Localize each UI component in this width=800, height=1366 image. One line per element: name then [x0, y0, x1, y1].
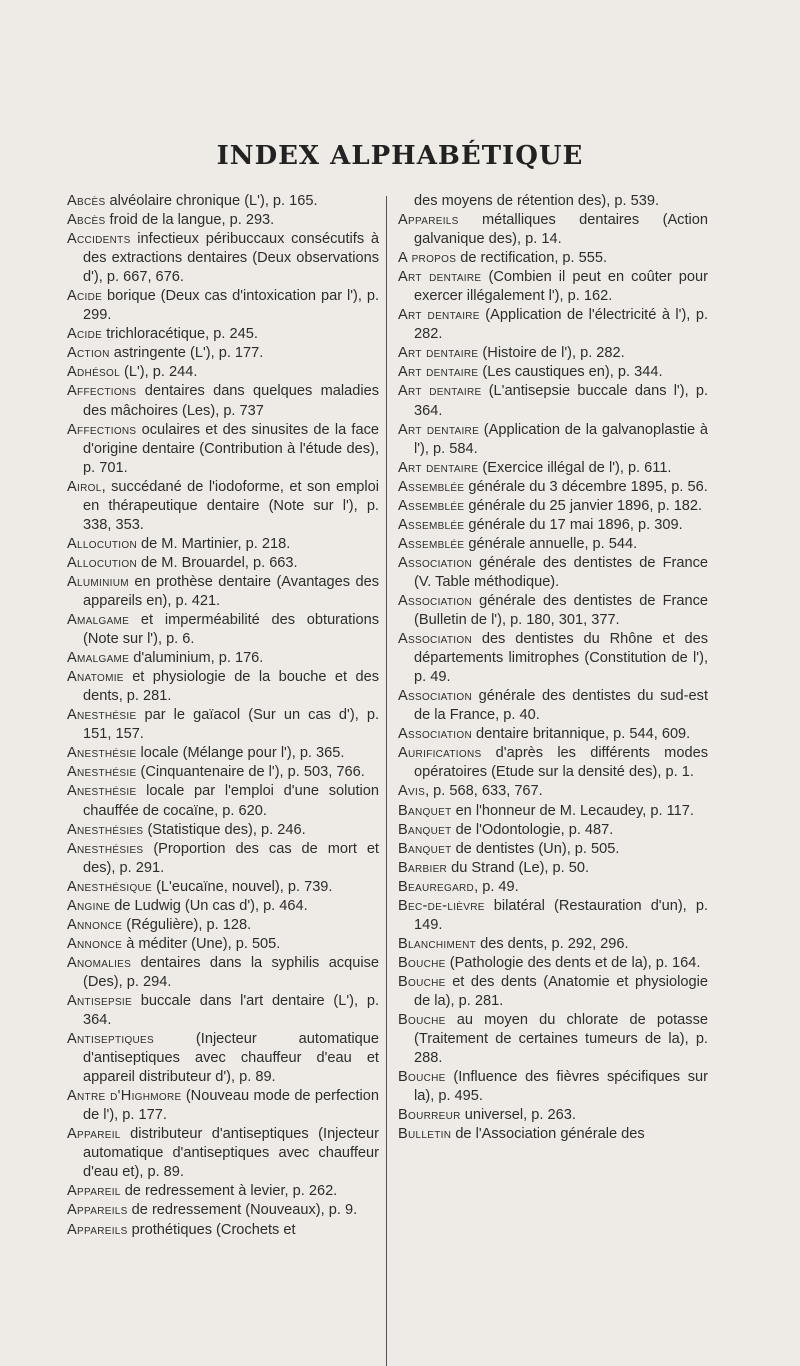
- index-entry: [398, 459, 708, 478]
- entry-text: prothétiques (Crochets et: [127, 1221, 296, 1238]
- index-entry: [398, 344, 708, 363]
- entry-heading: Banquet: [398, 802, 452, 819]
- entry-heading: Abcès: [67, 212, 106, 229]
- index-entry: [398, 592, 708, 630]
- entry-heading: Affections: [67, 383, 137, 400]
- entry-heading: Accidents: [67, 231, 131, 248]
- index-entry: [67, 535, 379, 554]
- index-entry: [398, 973, 708, 1011]
- index-entry: [398, 249, 708, 268]
- index-entry: [398, 192, 708, 211]
- index-entry: [67, 1125, 379, 1182]
- entry-text: métalliques dentaires (Action galvanique des), p. 14.: [414, 212, 708, 248]
- entry-text: de rectification, p. 555.: [456, 250, 608, 267]
- entry-text: de dentistes (Un), p. 505.: [451, 840, 620, 857]
- column-divider: [386, 196, 387, 1366]
- entry-text: des dentistes du Rhône et des départements limitrophes (Constitution de l'), p. 49.: [414, 631, 708, 686]
- entry-text: , succédané de l'iodoforme, et son emploi en thérapeutique dentaire (Note sur l'), p. 338, 353.: [83, 478, 379, 533]
- entry-text: d'après les différents modes opératoires (Etude sur la densité des), p. 1.: [414, 745, 708, 781]
- index-entry: [398, 268, 708, 306]
- left-column: [67, 192, 379, 1240]
- entry-text: (Nouveau mode de perfection de l'), p. 177.: [83, 1088, 380, 1124]
- entry-text: d'aluminium, p. 176.: [129, 650, 264, 667]
- entry-text: (Pathologie des dents et de la), p. 164.: [445, 954, 701, 971]
- index-entry: [398, 878, 708, 897]
- index-entry: [67, 211, 379, 230]
- entry-text: (Application de la galvanoplastie à l'), p. 584.: [414, 421, 708, 457]
- entry-heading: Allocution: [67, 554, 137, 571]
- index-entry: [67, 1182, 379, 1201]
- entry-heading: Association: [398, 631, 472, 648]
- index-entry: [398, 744, 708, 782]
- index-entry: [67, 763, 379, 782]
- entry-text: astringente (L'), p. 177.: [109, 345, 264, 362]
- index-entry: [67, 878, 379, 897]
- right-column: [398, 192, 708, 1144]
- entry-text: dentaire britannique, p. 544, 609.: [471, 726, 691, 743]
- entry-text: en l'honneur de M. Lecaudey, p. 117.: [451, 802, 694, 819]
- index-entry: [67, 573, 379, 611]
- entry-heading: Bouche: [398, 1012, 446, 1029]
- entry-heading: Art dentaire: [398, 383, 482, 400]
- index-entry: [67, 611, 379, 649]
- index-entry: [398, 478, 708, 497]
- index-entry: [67, 1030, 379, 1087]
- entry-text: (Histoire de l'), p. 282.: [478, 345, 625, 362]
- entry-heading: Banquet: [398, 821, 452, 838]
- entry-heading: Anesthésique: [67, 878, 153, 895]
- entry-heading: Acide: [67, 326, 103, 343]
- entry-text: et physiologie de la bouche et des dents, p. 281.: [83, 669, 379, 705]
- entry-heading: Anesthésie: [67, 783, 137, 800]
- index-entry: [67, 649, 379, 668]
- index-entry: [67, 916, 379, 935]
- entry-heading: Anomalies: [67, 954, 132, 971]
- entry-heading: Art dentaire: [398, 459, 479, 476]
- index-entry: [67, 821, 379, 840]
- entry-heading: Amalgame: [67, 650, 130, 667]
- entry-text: de redressement (Nouveaux), p. 9.: [127, 1202, 358, 1219]
- entry-text: locale par l'emploi d'une solution chauffée de cocaïne, p. 620.: [83, 783, 379, 819]
- entry-heading: Antiseptiques: [67, 1031, 154, 1048]
- index-entry: [67, 1201, 379, 1220]
- entry-heading: Adhésol: [67, 364, 120, 381]
- entry-text: de Ludwig (Un cas d'), p. 464.: [110, 897, 308, 914]
- index-entry: [398, 363, 708, 382]
- entry-heading: Banquet: [398, 840, 452, 857]
- entry-heading: Art dentaire: [398, 345, 479, 362]
- entry-text: dentaires dans quelques maladies des mâchoires (Les), p. 737: [83, 383, 379, 419]
- entry-heading: Art dentaire: [398, 364, 479, 381]
- index-entry: [398, 687, 708, 725]
- entry-text: de l'Association générale des: [451, 1126, 645, 1143]
- entry-text: (Influence des fièvres spécifiques sur la), p. 495.: [414, 1069, 708, 1105]
- entry-text: et des dents (Anatomie et physiologie de la), p. 281.: [414, 973, 708, 1009]
- entry-text: et imperméabilité des obturations (Note sur l'), p. 6.: [83, 612, 379, 648]
- entry-text: (Statistique des), p. 246.: [143, 821, 306, 838]
- index-entry: [67, 421, 379, 478]
- entry-heading: Association: [398, 688, 472, 705]
- entry-heading: Anesthésies: [67, 840, 144, 857]
- entry-heading: Appareils: [67, 1221, 128, 1238]
- entry-heading: Amalgame: [67, 612, 130, 629]
- index-entry: [67, 992, 379, 1030]
- index-entry: [67, 192, 379, 211]
- entry-text: (L'), p. 244.: [119, 364, 198, 381]
- index-entry: [67, 325, 379, 344]
- index-entry: [67, 344, 379, 363]
- index-entry: [398, 554, 708, 592]
- entry-heading: Antre d'Highmore: [67, 1088, 182, 1105]
- entry-heading: Beauregard: [398, 878, 475, 895]
- entry-text: générale du 25 janvier 1896, p. 182.: [464, 497, 703, 514]
- index-entry: [67, 668, 379, 706]
- entry-text: trichloracétique, p. 245.: [102, 326, 258, 343]
- index-entry: [398, 516, 708, 535]
- entry-heading: Acide: [67, 288, 103, 305]
- index-entry: [398, 1106, 708, 1125]
- entry-text: froid de la langue, p. 293.: [105, 212, 275, 229]
- entry-heading: Appareils: [67, 1202, 128, 1219]
- entry-heading: Bulletin: [398, 1126, 452, 1143]
- entry-heading: Anesthésies: [67, 821, 144, 838]
- entry-heading: Bouche: [398, 973, 446, 990]
- entry-text: par le gaïacol (Sur un cas d'), p. 151, 157.: [83, 707, 379, 743]
- index-entry: [67, 382, 379, 420]
- index-entry: [398, 1068, 708, 1106]
- index-entry: [67, 287, 379, 325]
- index-entry: [398, 897, 708, 935]
- entry-text: bilatéral (Restauration d'un), p. 149.: [414, 897, 708, 933]
- entry-heading: Association: [398, 592, 472, 609]
- index-entry: [398, 211, 708, 249]
- entry-heading: Assemblée: [398, 478, 465, 495]
- index-entry: [398, 382, 708, 420]
- entry-heading: Antisepsie: [67, 992, 132, 1009]
- index-entry: [67, 363, 379, 382]
- entry-text: de M. Brouardel, p. 663.: [136, 554, 298, 571]
- index-entry: [398, 782, 708, 801]
- entry-heading: Anesthésie: [67, 707, 137, 724]
- entry-heading: Annonce: [67, 916, 123, 933]
- entry-text: (L'eucaïne, nouvel), p. 739.: [152, 878, 333, 895]
- entry-text: alvéolaire chronique (L'), p. 165.: [105, 193, 318, 209]
- entry-heading: Annonce: [67, 935, 123, 952]
- index-entry: [67, 1221, 379, 1240]
- entry-text: de redressement à levier, p. 262.: [120, 1183, 338, 1200]
- index-entry: [67, 840, 379, 878]
- entry-heading: Art dentaire: [398, 307, 480, 324]
- index-entry: [67, 706, 379, 744]
- index-entry: [67, 554, 379, 573]
- entry-heading: Anesthésie: [67, 745, 137, 762]
- entry-text: générale des dentistes de France (Bulletin de l'), p. 180, 301, 377.: [414, 592, 708, 629]
- entry-heading: Appareils: [398, 212, 459, 229]
- index-entry: [398, 630, 708, 687]
- index-entry: [398, 935, 708, 954]
- entry-heading: Appareil: [67, 1183, 121, 1200]
- entry-text: de l'Odontologie, p. 487.: [451, 821, 614, 838]
- entry-heading: Assemblée: [398, 535, 465, 552]
- index-entry: [398, 725, 708, 744]
- entry-text: des moyens de rétention des), p. 539.: [414, 193, 660, 209]
- index-entry: [398, 1011, 708, 1068]
- entry-text: (Régulière), p. 128.: [122, 916, 252, 933]
- entry-text: (Combien il peut en coûter pour exercer illégalement l'), p. 162.: [414, 269, 709, 305]
- entry-text: générale des dentistes de France (V. Table méthodique).: [414, 554, 708, 590]
- entry-text: , p. 568, 633, 767.: [425, 783, 543, 800]
- entry-heading: Art dentaire: [398, 421, 480, 438]
- entry-heading: Association: [398, 726, 472, 743]
- index-entry: [67, 744, 379, 763]
- entry-text: oculaires et des sinusites de la face d'origine dentaire (Contribution à l'étude des), p. 701.: [83, 421, 379, 476]
- entry-text: (Exercice illégal de l'), p. 611.: [478, 459, 672, 476]
- entry-text: , p. 49.: [474, 878, 519, 895]
- entry-heading: Assemblée: [398, 516, 465, 533]
- entry-text: (L'antisepsie buccale dans l'), p. 364.: [414, 383, 709, 419]
- entry-text: de M. Martinier, p. 218.: [136, 535, 291, 552]
- entry-text: générale annuelle, p. 544.: [464, 535, 638, 552]
- index-entry: [398, 306, 708, 344]
- entry-text: à méditer (Une), p. 505.: [122, 935, 281, 952]
- entry-text: universel, p. 263.: [460, 1107, 576, 1124]
- index-entry: [67, 230, 379, 287]
- entry-heading: Airol: [67, 478, 102, 495]
- entry-text: en prothèse dentaire (Avantages des appareils en), p. 421.: [83, 573, 379, 609]
- entry-heading: Action: [67, 345, 110, 362]
- entry-heading: A propos: [398, 250, 457, 267]
- entry-heading: Anatomie: [67, 669, 124, 686]
- entry-heading: Assemblée: [398, 497, 465, 514]
- entry-text: générale du 3 décembre 1895, p. 56.: [464, 478, 708, 495]
- index-entry: [398, 421, 708, 459]
- entry-heading: Aurifications: [398, 745, 482, 762]
- entry-text: (Injecteur automatique d'antiseptiques avec chauffeur d'eau et appareil distributeur d'), p. 89.: [83, 1031, 379, 1086]
- index-entry: [398, 535, 708, 554]
- index-entry: [398, 954, 708, 973]
- entry-heading: Blanchiment: [398, 935, 477, 952]
- index-entry: [398, 1125, 708, 1144]
- entry-heading: Bec-de-lièvre: [398, 897, 485, 914]
- entry-heading: Anesthésie: [67, 764, 137, 781]
- entry-heading: Abcès: [67, 193, 106, 209]
- entry-heading: Bouche: [398, 954, 446, 971]
- entry-heading: Barbier: [398, 859, 448, 876]
- entry-heading: Bouche: [398, 1069, 446, 1086]
- index-entry: [67, 954, 379, 992]
- entry-text: distributeur d'antiseptiques (Injecteur automatique d'antiseptiques avec chauffeur d'eau et), p. 89.: [83, 1126, 379, 1181]
- entry-heading: Aluminium: [67, 573, 129, 590]
- index-entry: [398, 821, 708, 840]
- entry-text: locale (Mélange pour l'), p. 365.: [136, 745, 345, 762]
- index-entry: [67, 935, 379, 954]
- entry-heading: Appareil: [67, 1126, 121, 1143]
- entry-text: au moyen du chlorate de potasse (Traitement de certaines tumeurs de la), p. 288.: [414, 1012, 708, 1067]
- index-entry: [67, 782, 379, 820]
- index-entry: [398, 497, 708, 516]
- entry-text: (Application de l'électricité à l'), p. 282.: [414, 307, 708, 343]
- entry-heading: Affections: [67, 421, 137, 438]
- entry-text: infectieux péribuccaux consécutifs à des extractions dentaires (Deux observations d'), p. 667, 676.: [83, 231, 379, 286]
- entry-text: borique (Deux cas d'intoxication par l'), p. 299.: [83, 288, 379, 324]
- entry-heading: Avis: [398, 783, 426, 800]
- entry-heading: Association: [398, 554, 472, 571]
- entry-text: dentaires dans la syphilis acquise (Des), p. 294.: [83, 954, 379, 990]
- index-entry: [398, 802, 708, 821]
- entry-text: (Cinquantenaire de l'), p. 503, 766.: [136, 764, 365, 781]
- entry-text: du Strand (Le), p. 50.: [447, 859, 590, 876]
- index-entry: [398, 840, 708, 859]
- entry-text: (Les caustiques en), p. 344.: [478, 364, 663, 381]
- index-entry: [398, 859, 708, 878]
- entry-heading: Angine: [67, 897, 111, 914]
- entry-heading: Art dentaire: [398, 269, 482, 286]
- entry-text: des dents, p. 292, 296.: [476, 935, 629, 952]
- entry-heading: Allocution: [67, 535, 137, 552]
- entry-text: buccale dans l'art dentaire (L'), p. 364.: [83, 992, 379, 1029]
- index-entry: [67, 897, 379, 916]
- index-entry: [67, 478, 379, 535]
- entry-text: (Proportion des cas de mort et des), p. 291.: [83, 840, 379, 876]
- entry-text: générale du 17 mai 1896, p. 309.: [464, 516, 683, 533]
- entry-heading: Bourreur: [398, 1107, 461, 1124]
- index-entry: [67, 1087, 379, 1125]
- entry-text: générale des dentistes du sud-est de la France, p. 40.: [414, 688, 708, 724]
- page-title: INDEX ALPHABÉTIQUE: [216, 141, 584, 171]
